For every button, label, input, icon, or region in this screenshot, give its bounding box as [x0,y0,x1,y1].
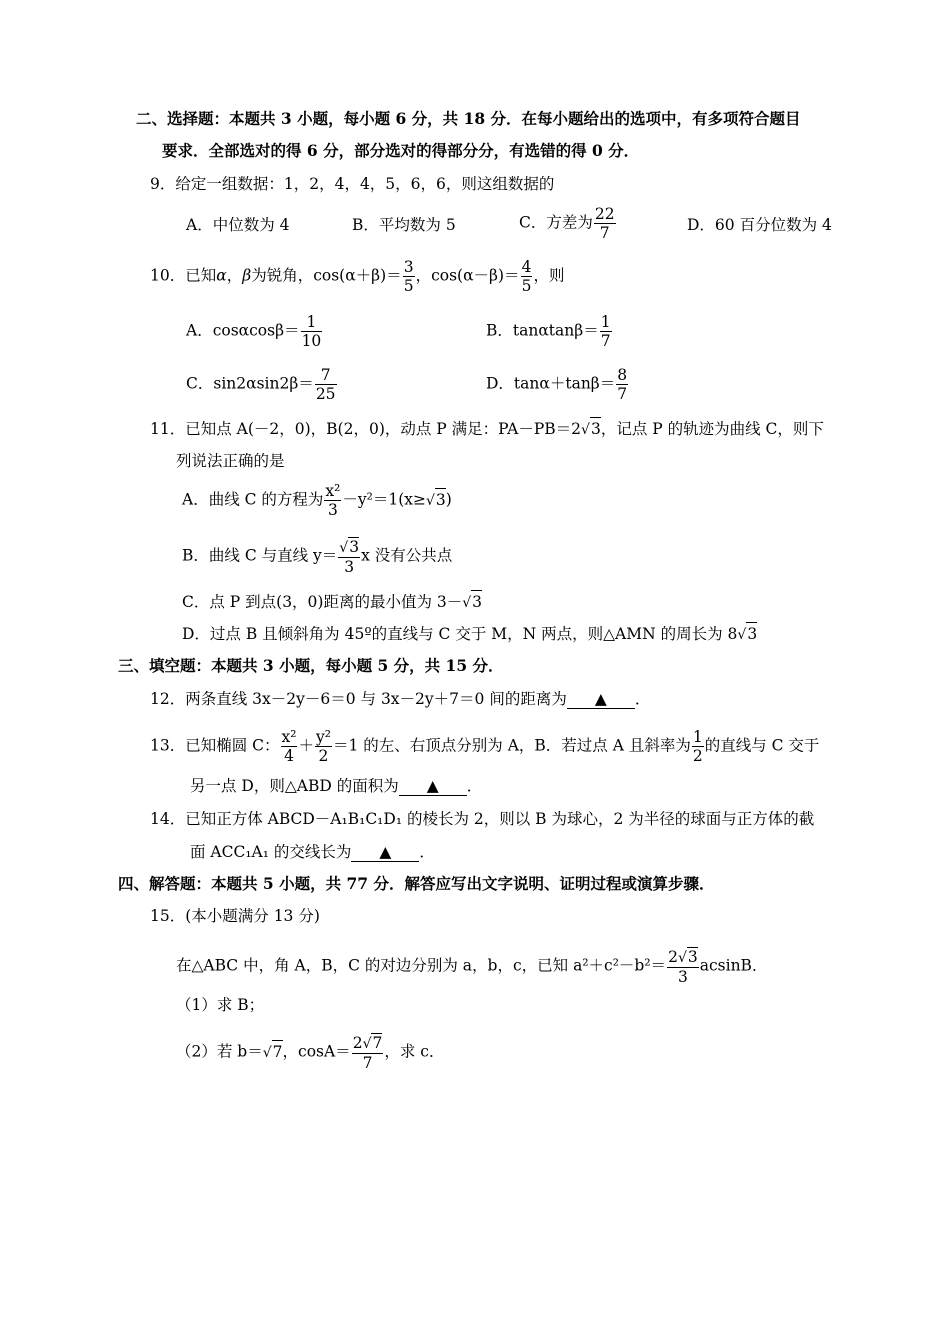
q11-stem-line1: 11．已知点 A(－2，0)，B(2，0)，动点 P 满足：PA－PB＝2√3，记点 P 的轨迹为曲线 C，则下 [150,417,824,441]
q9-stem: 9．给定一组数据：1，2，4，4，5，6，6，则这组数据的 [150,175,555,193]
q13-stem-line1: 13．已知椭圆 C： $\frac{\text{x²}}{4}$ ＋ $\frac{\text{y²}}{2}$ ＝1 的左、右顶点分别为 A，B．若过点 A 且斜率为 $\frac{1}{2}$ 的直线与 C 交于 [150,728,820,765]
q10-stem: 10．已知α，β为锐角，cos(α＋β)＝ $\frac{3}{5}$ ，cos(α－β)＝ $\frac{4}{5}$ ，则 [150,258,565,295]
q14-stem-line2: 面 ACC₁A₁ 的交线长为 ▲ ． [190,843,435,861]
q15-stem: 在△ABC 中，角 A，B，C 的对边分别为 a，b，c，已知 a²＋c²－b²＝ $\frac{2√3}{3}$ acsinB． [176,948,768,986]
q13-answer-blank[interactable]: ▲ [399,777,467,796]
q11-option-a: A．曲线 C 的方程为 $\frac{\text{x²}}{3}$ －y²＝1(x≥√3) [182,482,452,519]
q13-stem-line2: 另一点 D，则△ABD 的面积为 ▲ ． [190,777,483,795]
q12-stem: 12．两条直线 3x－2y－6＝0 与 3x－2y＋7＝0 间的距离为 ▲ ． [150,690,651,708]
q10-option-b: B．tanαtanβ＝ $\frac{1}{7}$ [486,313,611,350]
q11-option-c: C．点 P 到点(3，0)距离的最小值为 3－√3 [182,590,482,614]
section-2-title-line1: 二、选择题：本题共 3 小题，每小题 6 分，共 18 分．在每小题给出的选项中，有多项符合题目 [136,109,801,128]
q11-option-b: B．曲线 C 与直线 y＝ $\frac{√3}{3}$ x 没有公共点 [182,538,453,576]
q10-option-c: C．sin2αsin2β＝ $\frac{7}{25}$ [186,366,336,403]
q15-header: 15．(本小题满分 13 分) [150,907,320,925]
section-2-title-line2: 要求．全部选对的得 6 分，部分选对的得部分分，有选错的得 0 分． [162,141,640,160]
q9-option-b: B．平均数为 5 [352,216,456,234]
section-4-title: 四、解答题：本题共 5 小题，共 77 分．解答应写出文字说明、证明过程或演算步骤． [118,874,715,893]
q11-stem-line2: 列说法正确的是 [176,452,285,470]
section-3-title: 三、填空题：本题共 3 小题，每小题 5 分，共 15 分． [118,656,504,675]
q11-option-d: D．过点 B 且倾斜角为 45º的直线与 C 交于 M，N 两点，则△AMN 的周长为 8√3 [182,622,757,646]
q9-option-d: D．60 百分位数为 4 [687,216,832,234]
q15-part-1: （1）求 B； [176,996,265,1014]
q10-option-d: D．tanα＋tanβ＝ $\frac{8}{7}$ [486,366,628,403]
q12-answer-blank[interactable]: ▲ [567,690,635,709]
q14-answer-blank[interactable]: ▲ [351,843,419,862]
q9-option-a: A．中位数为 4 [186,216,290,234]
q14-stem-line1: 14．已知正方体 ABCD－A₁B₁C₁D₁ 的棱长为 2，则以 B 为球心，2 为半径的球面与正方体的截 [150,810,815,828]
q9-option-c: C．方差为 $\frac{22}{7}$ [519,205,615,242]
q10-option-a: A．cosαcosβ＝ $\frac{1}{10}$ [186,313,322,350]
q15-part-2: （2）若 b＝√7，cosA＝ $\frac{2√7}{7}$ ，求 c． [176,1034,445,1072]
